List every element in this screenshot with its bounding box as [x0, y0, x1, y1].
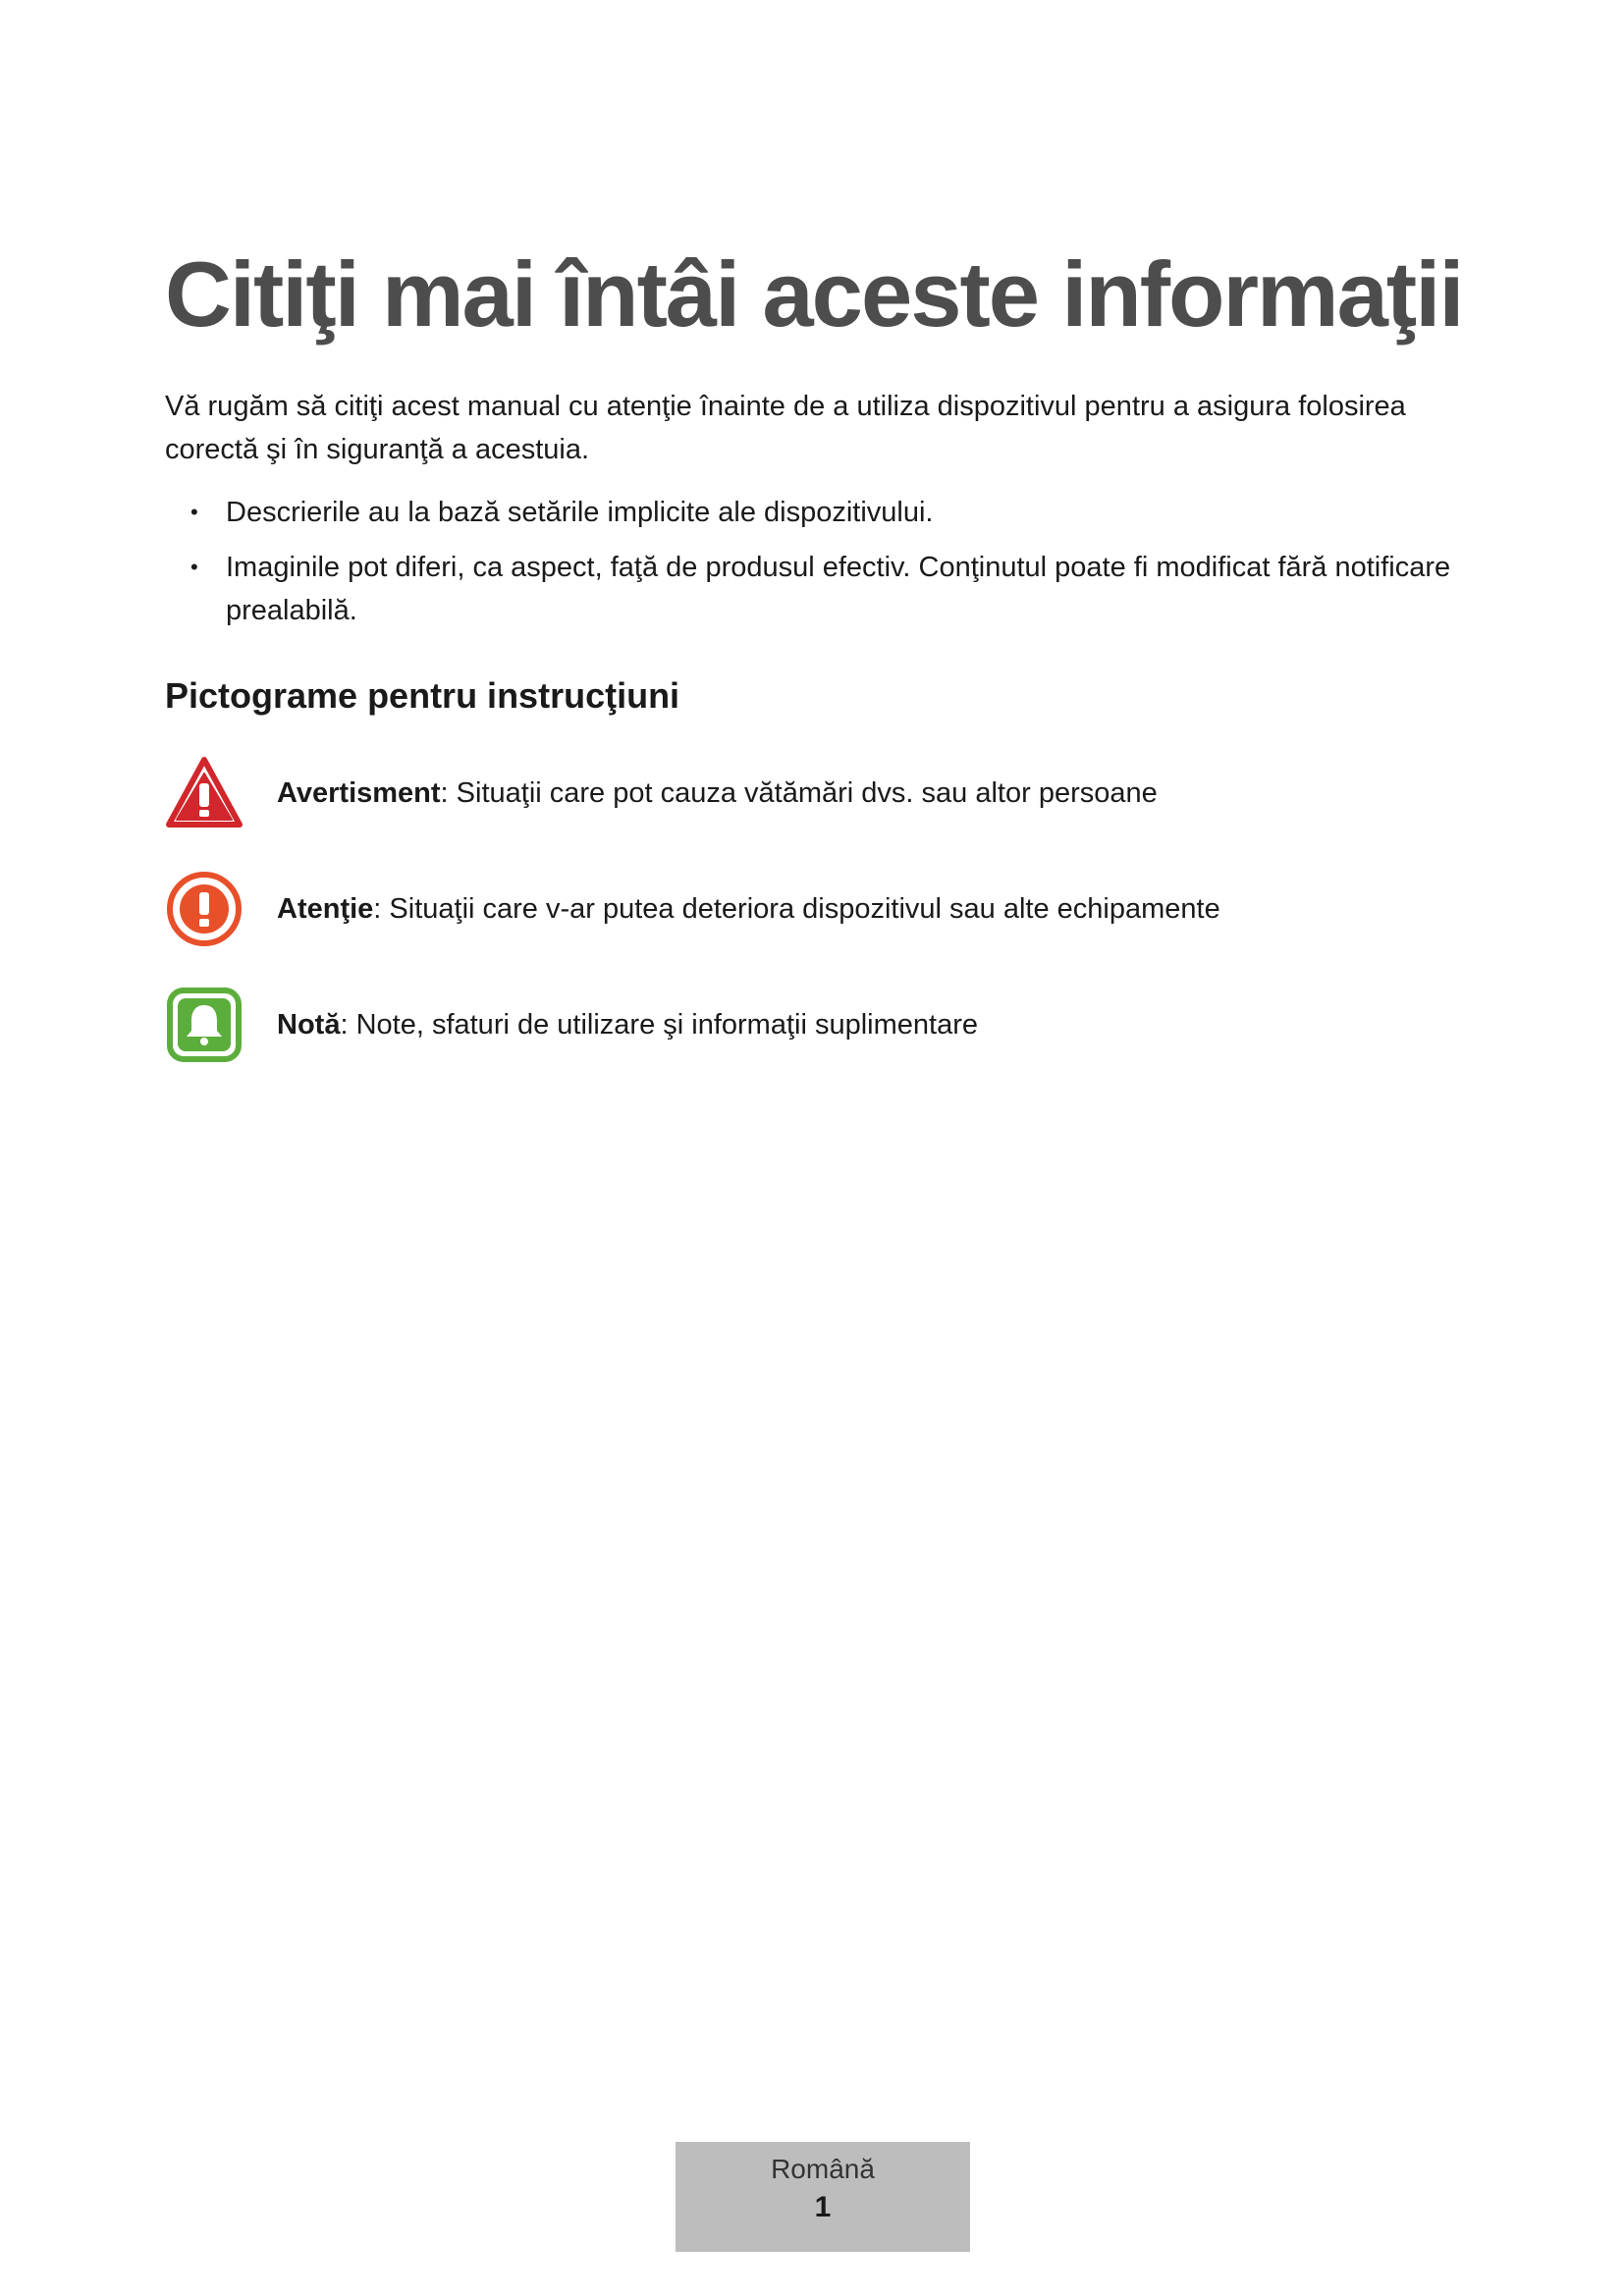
warning-description: Situaţii care pot cauza vătămări dvs. sau altor persoane	[448, 777, 1158, 809]
intro-paragraph: Vă rugăm să citiţi acest manual cu atenţie înainte de a utiliza dispozitivul pentru a asigura folosirea corectă şi în siguranţă a acestuia.	[165, 391, 1406, 465]
warning-term: Avertisment	[277, 777, 441, 809]
note-separator: :	[340, 1009, 349, 1041]
page-title: Citiţi mai întâi aceste informaţii	[165, 242, 1463, 346]
warning-separator: :	[440, 777, 449, 809]
bullet-marker: •	[190, 500, 198, 524]
page-number: 1	[814, 2191, 832, 2223]
caution-circle-icon	[165, 870, 244, 948]
caution-text	[277, 887, 1220, 931]
warning-text	[277, 772, 1158, 815]
bullet-item	[165, 491, 1451, 534]
bullet-marker: •	[190, 555, 198, 579]
warning-triangle-icon	[165, 754, 244, 832]
page-footer	[676, 2142, 970, 2252]
warning-row	[165, 754, 1451, 832]
caution-term: Atenţie	[277, 893, 374, 925]
note-description: Note, sfaturi de utilizare şi informaţii suplimentare	[348, 1009, 978, 1041]
note-text	[277, 1003, 978, 1046]
note-term: Notă	[277, 1009, 341, 1041]
note-row	[165, 986, 1451, 1064]
bullet-text: Imaginile pot diferi, ca aspect, faţă de produsul efectiv. Conţinutul poate fi modificat fără notificare prealabilă.	[226, 552, 1451, 626]
caution-row	[165, 870, 1451, 948]
bullet-list	[165, 491, 1451, 644]
caution-separator: :	[373, 893, 382, 925]
caution-description: Situaţii care v-ar putea deteriora dispozitivul sau alte echipamente	[381, 893, 1220, 925]
note-bell-icon	[165, 986, 244, 1064]
section-title: Pictograme pentru instrucţiuni	[165, 675, 680, 716]
bullet-item	[165, 546, 1451, 632]
footer-language: Română	[771, 2154, 875, 2184]
bullet-text: Descrierile au la bază setările implicite ale dispozitivului.	[226, 497, 934, 528]
